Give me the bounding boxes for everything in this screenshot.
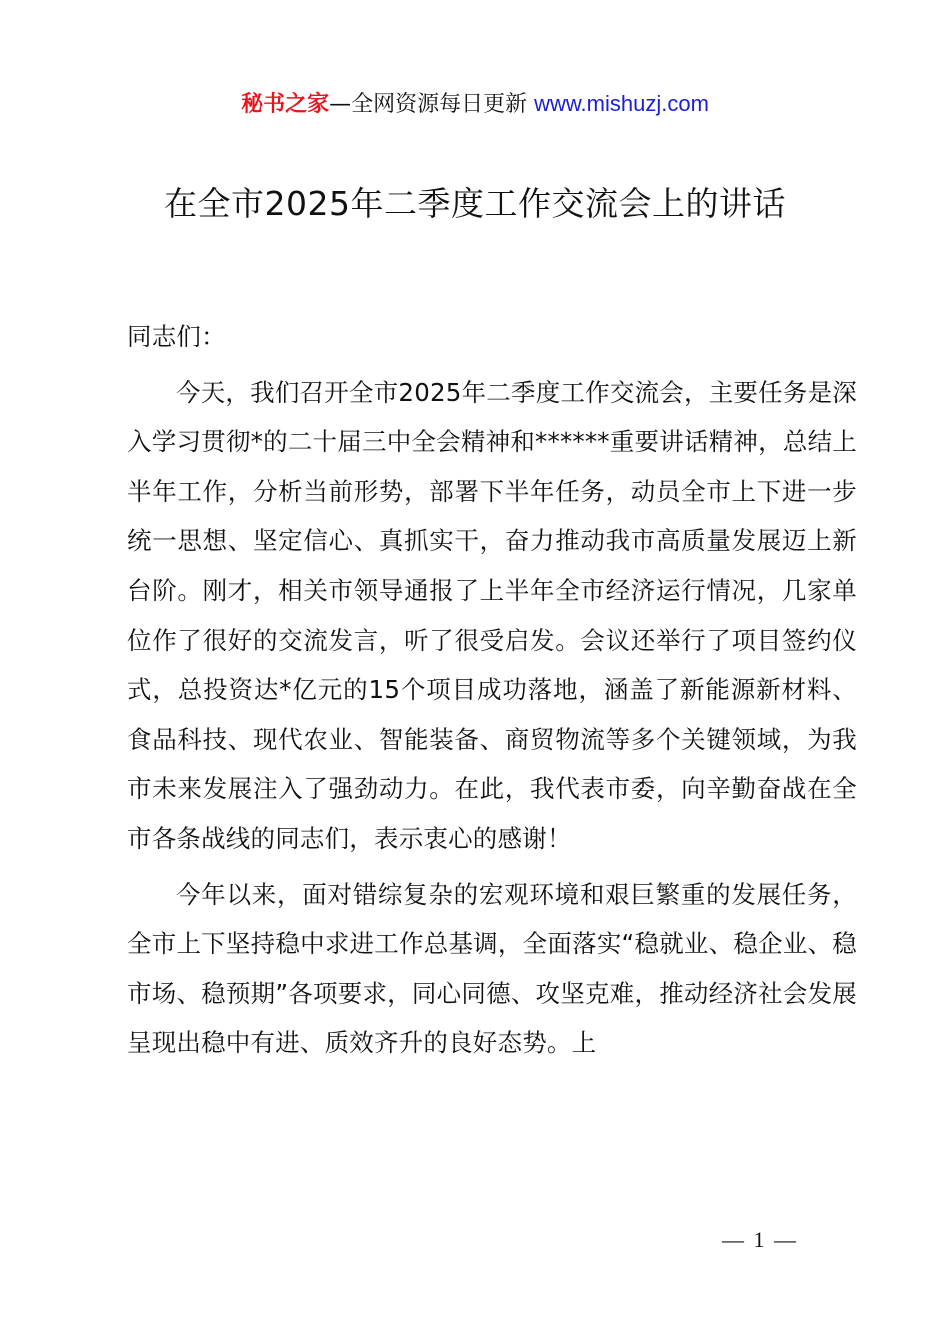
page-number: — 1 — — [722, 1227, 798, 1252]
header-tagline: —全网资源每日更新 — [329, 92, 535, 117]
paragraph: 今天，我们召开全市2025年二季度工作交流会，主要任务是深入学习贯彻*的二十届三中全会精神和******重要讲话精神，总结上半年工作，分析当前形势，部署下半年任务，动员全市上下进一步统一思想、坚定信心、真抓实干，奋力推动我市高质量发展迈上新台阶。刚才，相关市领导通报了上半年全市经济运行情况，几家单位作了很好的交流发言，听了很受启发。会议还举行了项目签约仪式，总投资达*亿元的15个项目成功落地，涵盖了新能源新材料、食品科技、现代农业、智能装备、商贸物流等多个关键领域，为我市未来发展注入了强劲动力。在此，我代表市委，向辛勤奋战在全市各条战线的同志们，表示衷心的感谢！ — [127, 377, 857, 853]
site-url-link[interactable]: www.mishuzj.com — [534, 91, 709, 116]
site-header — [0, 88, 950, 121]
paragraph: 今年以来，面对错综复杂的宏观环境和艰巨繁重的发展任务，全市上下坚持稳中求进工作总基调，全面落实“稳就业、稳企业、稳市场、稳预期”各项要求，同心同德、攻坚克难，推动经济社会发展呈现出稳中有进、质效齐升的良好态势。上 — [127, 879, 857, 1058]
document-body — [127, 312, 857, 1074]
greeting: 同志们： — [127, 322, 226, 351]
document-title: 在全市2025年二季度工作交流会上的讲话 — [164, 184, 786, 223]
brand-name: 秘书之家 — [241, 92, 330, 117]
